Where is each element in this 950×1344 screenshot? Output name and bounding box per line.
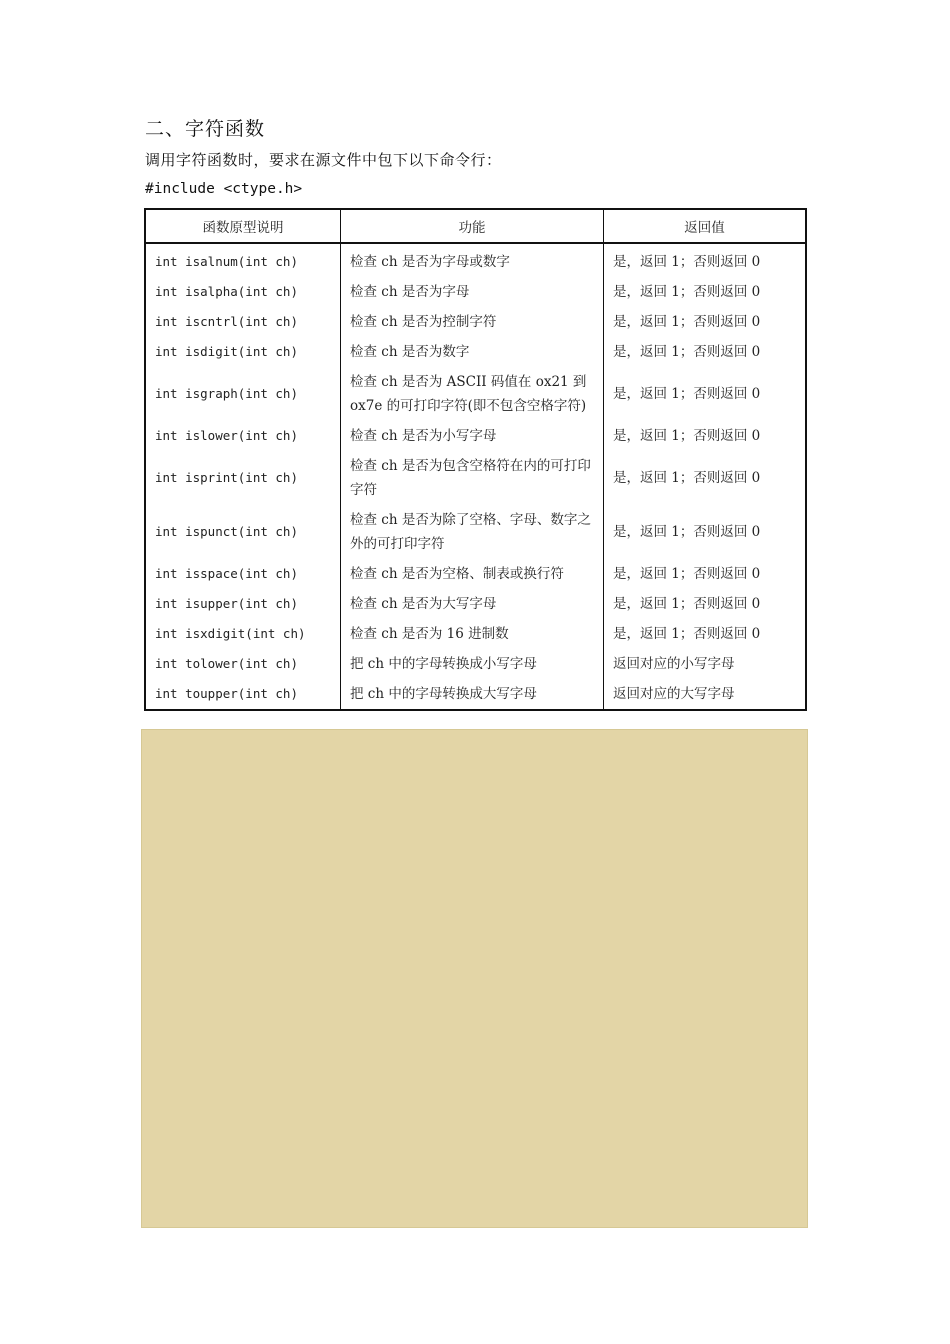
blank-shaded-area <box>141 729 808 1228</box>
cell-function: 检查 ch 是否为包含空格符在内的可打印字符 <box>341 451 604 505</box>
cell-function: 检查 ch 是否为数字 <box>341 337 604 367</box>
cell-function: 检查 ch 是否为字母 <box>341 277 604 307</box>
table-row <box>145 337 806 367</box>
cell-prototype: int isupper(int ch) <box>145 589 341 619</box>
cell-return-value: 是，返回 1；否则返回 0 <box>604 505 807 559</box>
cell-return-value: 是，返回 1；否则返回 0 <box>604 367 807 421</box>
table-row <box>145 421 806 451</box>
cell-return-value: 是，返回 1；否则返回 0 <box>604 421 807 451</box>
cell-prototype: int isspace(int ch) <box>145 559 341 589</box>
table-row <box>145 619 806 649</box>
cell-prototype: int isalpha(int ch) <box>145 277 341 307</box>
header-return-value: 返回值 <box>604 209 807 243</box>
cell-prototype: int isgraph(int ch) <box>145 367 341 421</box>
table-row <box>145 277 806 307</box>
cell-function: 检查 ch 是否为 ASCII 码值在 ox21 到 ox7e 的可打印字符(即不包含空格字符) <box>341 367 604 421</box>
table-row <box>145 243 806 277</box>
cell-function: 检查 ch 是否为字母或数字 <box>341 243 604 277</box>
cell-function: 检查 ch 是否为大写字母 <box>341 589 604 619</box>
cell-function: 把 ch 中的字母转换成大写字母 <box>341 679 604 710</box>
table-row <box>145 679 806 710</box>
table-body <box>145 243 806 710</box>
cell-prototype: int isdigit(int ch) <box>145 337 341 367</box>
cell-prototype: int isxdigit(int ch) <box>145 619 341 649</box>
cell-prototype: int ispunct(int ch) <box>145 505 341 559</box>
table-row <box>145 589 806 619</box>
cell-return-value: 是，返回 1；否则返回 0 <box>604 277 807 307</box>
cell-function: 检查 ch 是否为小写字母 <box>341 421 604 451</box>
char-function-table <box>144 208 807 711</box>
cell-prototype: int toupper(int ch) <box>145 679 341 710</box>
intro-text: 调用字符函数时，要求在源文件中包下以下命令行： <box>145 151 502 169</box>
section-heading: 二、字符函数 <box>145 118 266 140</box>
cell-prototype: int isprint(int ch) <box>145 451 341 505</box>
table-row <box>145 559 806 589</box>
cell-return-value: 是，返回 1；否则返回 0 <box>604 619 807 649</box>
cell-return-value: 是，返回 1；否则返回 0 <box>604 243 807 277</box>
cell-function: 检查 ch 是否为控制字符 <box>341 307 604 337</box>
table-row <box>145 649 806 679</box>
include-directive: #include <ctype.h> <box>145 181 303 197</box>
cell-prototype: int islower(int ch) <box>145 421 341 451</box>
cell-function: 把 ch 中的字母转换成小写字母 <box>341 649 604 679</box>
header-prototype: 函数原型说明 <box>145 209 341 243</box>
cell-return-value: 返回对应的大写字母 <box>604 679 807 710</box>
cell-return-value: 是，返回 1；否则返回 0 <box>604 559 807 589</box>
cell-prototype: int isalnum(int ch) <box>145 243 341 277</box>
table-header-row <box>145 209 806 243</box>
cell-function: 检查 ch 是否为除了空格、字母、数字之外的可打印字符 <box>341 505 604 559</box>
cell-prototype: int tolower(int ch) <box>145 649 341 679</box>
cell-function: 检查 ch 是否为 16 进制数 <box>341 619 604 649</box>
table-row <box>145 505 806 559</box>
cell-return-value: 返回对应的小写字母 <box>604 649 807 679</box>
cell-return-value: 是，返回 1；否则返回 0 <box>604 337 807 367</box>
cell-function: 检查 ch 是否为空格、制表或换行符 <box>341 559 604 589</box>
cell-return-value: 是，返回 1；否则返回 0 <box>604 307 807 337</box>
cell-return-value: 是，返回 1；否则返回 0 <box>604 589 807 619</box>
header-function: 功能 <box>341 209 604 243</box>
cell-return-value: 是，返回 1；否则返回 0 <box>604 451 807 505</box>
table-row <box>145 367 806 421</box>
table-row <box>145 307 806 337</box>
table-row <box>145 451 806 505</box>
cell-prototype: int iscntrl(int ch) <box>145 307 341 337</box>
